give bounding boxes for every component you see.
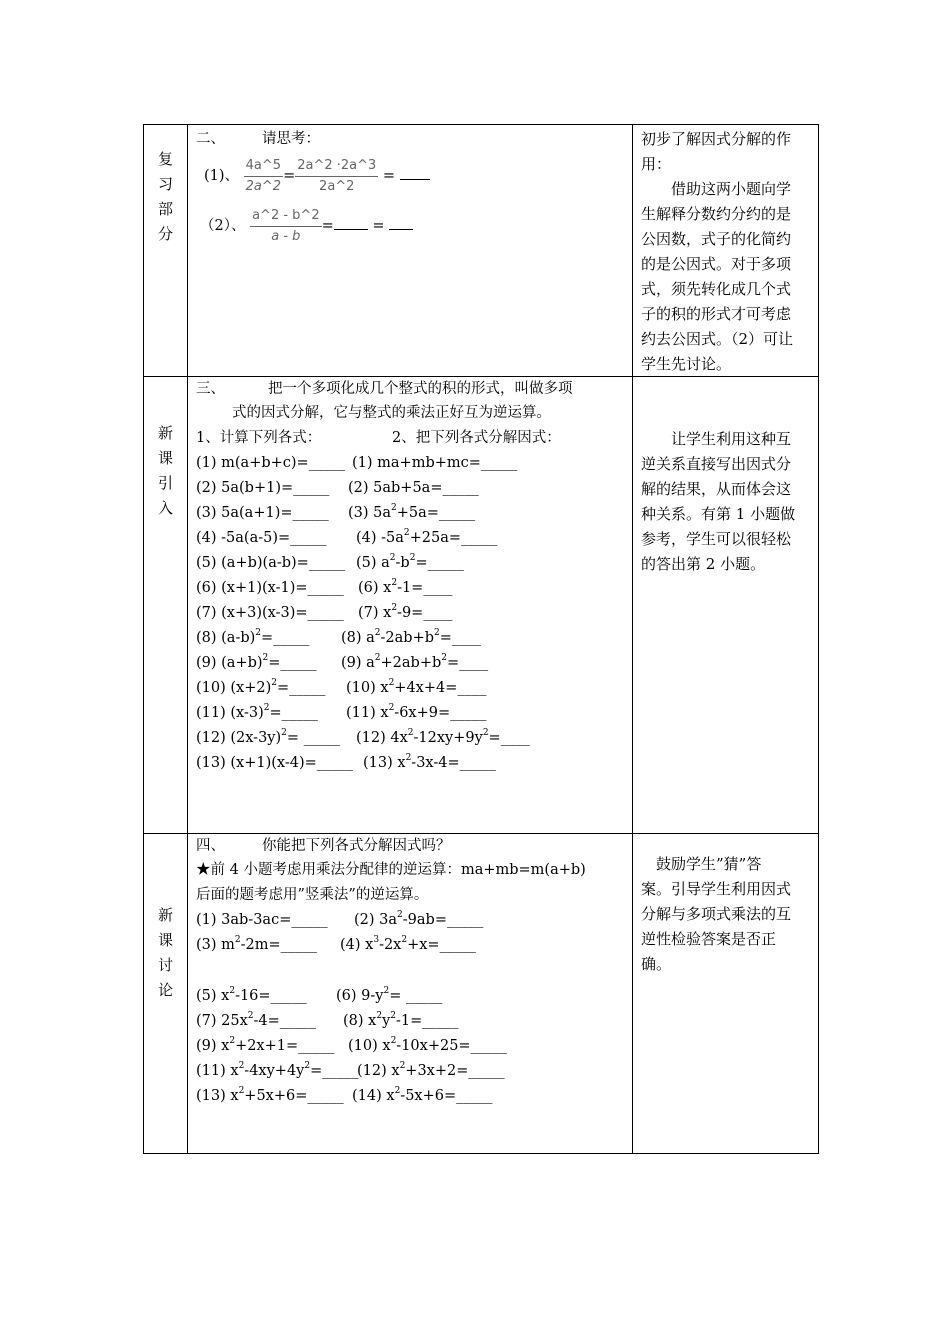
exercise-row — [196, 751, 636, 776]
exercise-left: (8) $(a-b)^2=\_\_\_\_\_$ — [196, 628, 310, 646]
exercise-right: (6) $9-y^2=$ _____ — [336, 986, 443, 1004]
exercise-left: (9) $(a+b)^2=\_\_\_\_\_$ — [196, 653, 317, 671]
exercise-left: (5) $x^2-16=\_\_\_\_\_$ — [196, 986, 307, 1004]
exercise-row — [196, 476, 636, 501]
discuss-section-label: 新 课 讨 论 — [157, 906, 173, 999]
exercise-right: (2) 5ab+5a=_____ — [348, 480, 479, 496]
discuss-heading-number: 四、 — [196, 838, 225, 854]
answer-blank — [389, 215, 413, 230]
exercise-row — [196, 576, 636, 601]
exercise-right: (2) $3a^2-9ab=\_\_\_\_\_$ — [354, 910, 484, 928]
discuss-note: 鼓励学生”猜”答 案。引导学生利用因式 分解与多项式乘法的互 逆性检验答案是否正 确。 — [641, 855, 792, 973]
exercise-row — [196, 984, 636, 1009]
exercise-right: (13) $x^2-3x-4=\_\_\_\_\_$ — [363, 753, 496, 771]
discuss-tip-2: 后面的题考虑用”竖乘法”的逆运算。 — [196, 887, 429, 903]
exercise-row — [196, 601, 636, 626]
exercise-right: (8) $x^2y^2-1=\_\_\_\_\_$ — [343, 1011, 459, 1029]
exercise-row — [196, 501, 636, 526]
exercise-left: (9) $x^2+2x+1=\_\_\_\_\_$ — [196, 1036, 335, 1054]
exercise-left: (12) $(2x-3y)^2=$ _____ — [196, 728, 340, 746]
exercise-left: (13) (x+1)(x-4)=_____ — [196, 755, 354, 771]
review-content — [196, 127, 636, 251]
exercise-right: (3) $5a^2+5a=\_\_\_\_\_$ — [348, 503, 476, 521]
exercise-left: (3) 5a(a+1)=_____ — [196, 505, 329, 521]
lesson-table — [143, 124, 819, 1154]
discuss-tip-1: ★前 4 小题考虑用乘法分配律的逆运算：ma+mb=m(a+b) — [196, 862, 586, 878]
intro-heading: 把一个多项化成几个整式的积的形式，叫做多项 — [268, 381, 573, 397]
exercise-right: (4) $-5a^2+25a=\_\_\_\_\_$ — [356, 528, 498, 546]
question-2: （2）、 $\frac{a\^{}2 - b\^{}2}{a - b}$ = = — [196, 201, 636, 251]
exercise-list — [196, 451, 636, 776]
exercise-row — [196, 651, 636, 676]
review-note: 初步了解因式分解的作 用： 借助这两小题向学 生解释分数约分约的是 公因数，式子的化简约 的是公因式。对于多项 式，须先转化成几个式 子的积的形式才可考虑 约去公因式。（2）可让 学生先讨论。 — [641, 130, 794, 373]
exercise-list — [196, 984, 636, 1109]
discuss-heading: 你能把下列各式分解因式吗？ — [262, 838, 451, 854]
exercise-left: (5) (a+b)(a-b)=_____ — [196, 555, 346, 571]
exercise-right: (14) $x^2-5x+6=\_\_\_\_\_$ — [352, 1086, 493, 1104]
exercise-right: (10) $x^2+4x+4=\_\_\_\_$ — [346, 678, 487, 696]
exercise-row — [196, 726, 636, 751]
exercise-left: (11) $x^2-4xy+4y^2=\_\_\_\_\_$ — [196, 1061, 359, 1079]
fraction-2: $\frac{a\^{}2 - b\^{}2}{a - b}$ — [252, 207, 320, 244]
fraction-1a: $\frac{4a\^{}5}{2a\^{}2}$ — [245, 157, 282, 194]
question-1: (1)、 $\frac{4a\^{}5}{2a\^{}2}$ = $\frac{2a\^{}2 \cdot 2a\^{}3}{2a\^{}2}$ = — [196, 151, 636, 201]
exercise-row — [196, 1084, 636, 1109]
exercise-left: (13) $x^2+5x+6=\_\_\_\_\_$ — [196, 1086, 344, 1104]
exercise-row — [196, 526, 636, 551]
factor-title: 2、把下列各式分解因式： — [392, 430, 561, 446]
compute-title: 1、计算下列各式： — [196, 430, 322, 446]
exercise-right: (11) $x^2-6x+9=\_\_\_\_\_$ — [346, 703, 487, 721]
column-divider-1 — [187, 125, 188, 1153]
exercise-left: (7) (x+3)(x-3)=_____ — [196, 605, 344, 621]
exercise-right: (4) $x^3-2x^2+x=\_\_\_\_\_$ — [340, 935, 476, 953]
exercise-left: (1) 3ab-3ac=_____ — [196, 912, 328, 928]
exercise-left: (4) -5a(a-5)=_____ — [196, 530, 327, 546]
exercise-row — [196, 451, 636, 476]
intro-note: 让学生利用这种互 逆关系直接写出因式分 解的结果，从而体会这 种关系。有第 1 小题做 参考，学生可以很轻松 的答出第 2 小题。 — [641, 430, 796, 573]
exercise-right: (9) $a^2+2ab+b^2=\_\_\_\_$ — [341, 653, 489, 671]
exercise-right: (12) $x^2+3x+2=\_\_\_\_\_$ — [357, 1061, 505, 1079]
discuss-content — [196, 834, 636, 1109]
answer-blank — [334, 215, 368, 230]
intro-heading-continued: 式的因式分解，它与整式的乘法正好互为逆运算。 — [232, 405, 551, 421]
exercise-left: (10) $(x+2)^2=\_\_\_\_\_$ — [196, 678, 326, 696]
exercise-row — [196, 551, 636, 576]
intro-content — [196, 377, 636, 776]
exercise-row — [196, 908, 636, 933]
exercise-left: (11) $(x-3)^2=\_\_\_\_\_$ — [196, 703, 318, 721]
exercise-right: (12) $4x^2-12xy+9y^2=\_\_\_\_$ — [356, 728, 530, 746]
exercise-row — [196, 933, 636, 958]
exercise-right: (10) $x^2-10x+25=\_\_\_\_\_$ — [348, 1036, 507, 1054]
exercise-row — [196, 701, 636, 726]
review-section-label: 复 习 部 分 — [157, 150, 173, 243]
exercise-row — [196, 1009, 636, 1034]
exercise-row — [196, 626, 636, 651]
exercise-right: (6) $x^2-1=\_\_\_\_$ — [358, 578, 453, 596]
exercise-left: (1) m(a+b+c)=_____ — [196, 455, 345, 471]
exercise-right: (7) $x^2-9=\_\_\_\_$ — [358, 603, 453, 621]
exercise-left: (3) $m^2-2m=\_\_\_\_\_$ — [196, 935, 317, 953]
exercise-right: (8) $a^2-2ab+b^2=\_\_\_\_$ — [341, 628, 481, 646]
exercise-left: (7) $25x^2-4=\_\_\_\_\_$ — [196, 1011, 317, 1029]
intro-section-label: 新 课 引 入 — [157, 424, 173, 517]
intro-heading-number: 三、 — [196, 381, 225, 397]
review-heading-number: 二、 — [196, 131, 225, 147]
exercise-right: (1) ma+mb+mc=_____ — [352, 455, 518, 471]
exercise-list — [196, 908, 636, 958]
review-heading: 请思考： — [262, 131, 320, 147]
fraction-1b: $\frac{2a\^{}2 \cdot 2a\^{}3}{2a\^{}2}$ — [297, 157, 377, 194]
exercise-left: (2) 5a(b+1)=_____ — [196, 480, 330, 496]
exercise-row — [196, 1059, 636, 1084]
exercise-row — [196, 1034, 636, 1059]
exercise-row — [196, 676, 636, 701]
answer-blank — [400, 165, 430, 180]
exercise-right: (5) $a^2-b^2=\_\_\_\_\_$ — [356, 553, 464, 571]
exercise-left: (6) (x+1)(x-1)=_____ — [196, 580, 344, 596]
